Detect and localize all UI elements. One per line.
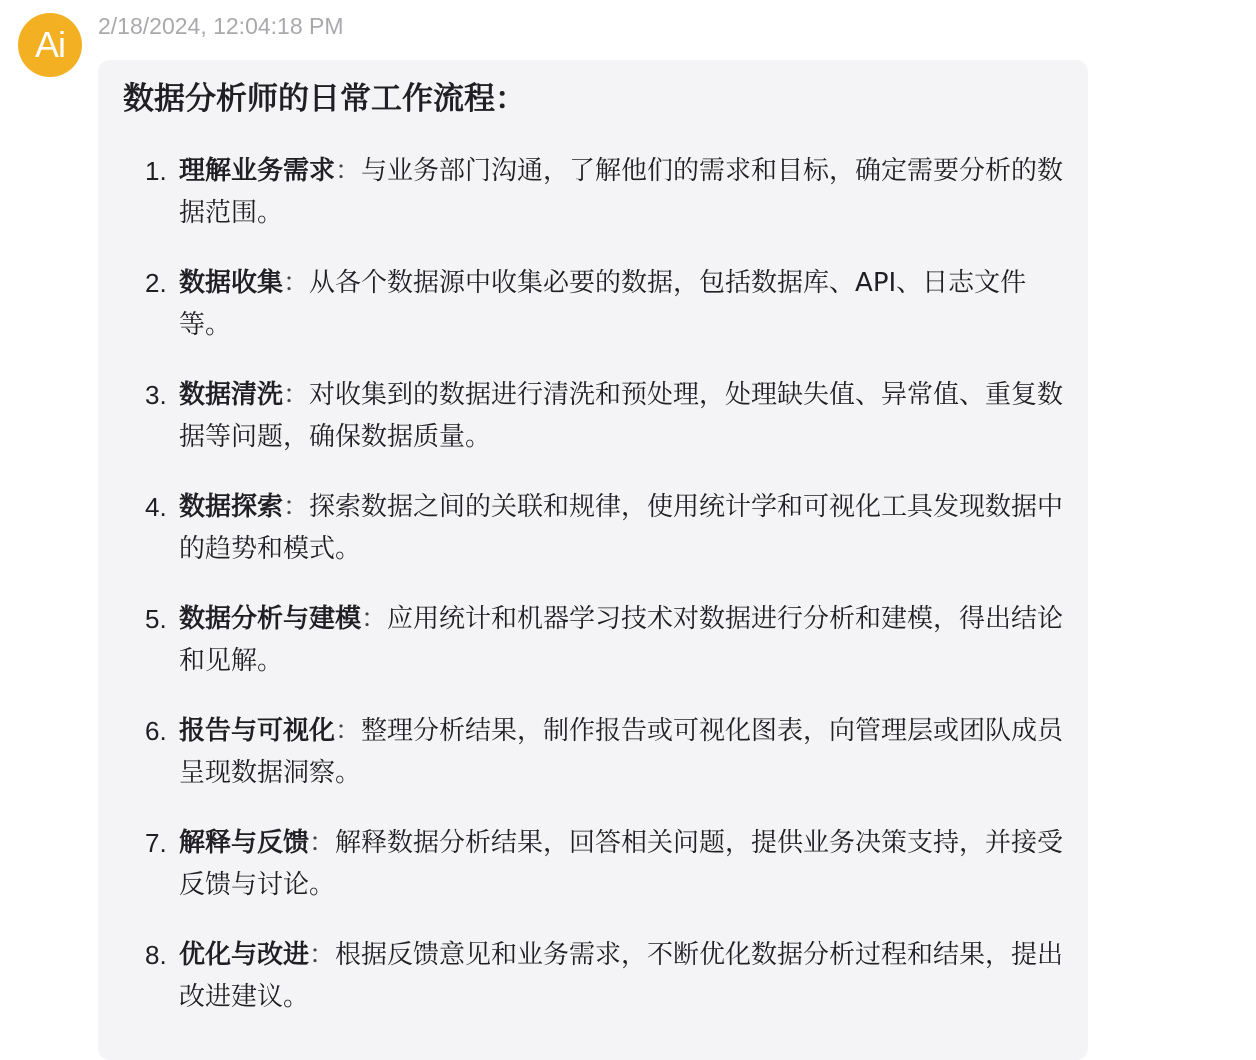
- step-text: 与业务部门沟通，了解他们的需求和目标，确定需要分析的数据范围。: [179, 156, 1064, 228]
- step-number: 4.: [145, 492, 167, 522]
- list-item: [123, 822, 1064, 906]
- step-number: 2.: [145, 268, 167, 298]
- message-title: 数据分析师的日常工作流程：: [123, 81, 526, 117]
- step-text: 整理分析结果，制作报告或可视化图表，向管理层或团队成员呈现数据洞察。: [179, 716, 1064, 788]
- message-bubble: [98, 60, 1088, 1060]
- step-name: 解释与反馈: [179, 828, 310, 858]
- list-item: [123, 150, 1064, 234]
- message-timestamp: 2/18/2024, 12:04:18 PM: [98, 13, 344, 39]
- step-text: 从各个数据源中收集必要的数据，包括数据库、API、日志文件等。: [179, 268, 1027, 340]
- step-number: 5.: [145, 604, 167, 634]
- list-item: [123, 374, 1064, 458]
- step-text: 探索数据之间的关联和规律，使用统计学和可视化工具发现数据中的趋势和模式。: [179, 492, 1064, 564]
- step-separator: ：: [335, 156, 362, 186]
- step-text: 应用统计和机器学习技术对数据进行分析和建模，得出结论和见解。: [179, 604, 1064, 676]
- list-item: [123, 262, 1064, 346]
- step-number: 6.: [145, 716, 167, 746]
- step-text: 解释数据分析结果，回答相关问题，提供业务决策支持，并接受反馈与讨论。: [179, 828, 1064, 900]
- list-item: [123, 710, 1064, 794]
- step-name: 优化与改进: [179, 940, 310, 970]
- step-number: 3.: [145, 380, 167, 410]
- step-separator: ：: [309, 940, 336, 970]
- step-number: 8.: [145, 940, 167, 970]
- steps-list: [123, 150, 1064, 1018]
- step-name: 数据清洗: [179, 380, 284, 410]
- avatar: [18, 13, 82, 77]
- avatar-label: Ai: [34, 24, 65, 65]
- list-item: [123, 934, 1064, 1018]
- step-name: 理解业务需求: [179, 156, 336, 186]
- step-separator: ：: [283, 492, 310, 522]
- step-number: 7.: [145, 828, 167, 858]
- step-separator: ：: [361, 604, 388, 634]
- step-number: 1.: [145, 156, 167, 186]
- step-name: 数据探索: [179, 492, 284, 522]
- step-name: 数据收集: [179, 268, 284, 298]
- step-name: 数据分析与建模: [179, 604, 362, 634]
- step-separator: ：: [335, 716, 362, 746]
- list-item: [123, 598, 1064, 682]
- step-separator: ：: [283, 268, 310, 298]
- step-separator: ：: [283, 380, 310, 410]
- list-item: [123, 486, 1064, 570]
- step-name: 报告与可视化: [179, 716, 336, 746]
- step-text: 对收集到的数据进行清洗和预处理，处理缺失值、异常值、重复数据等问题，确保数据质量。: [179, 380, 1064, 452]
- step-separator: ：: [309, 828, 336, 858]
- step-text: 根据反馈意见和业务需求，不断优化数据分析过程和结果，提出改进建议。: [179, 940, 1064, 1012]
